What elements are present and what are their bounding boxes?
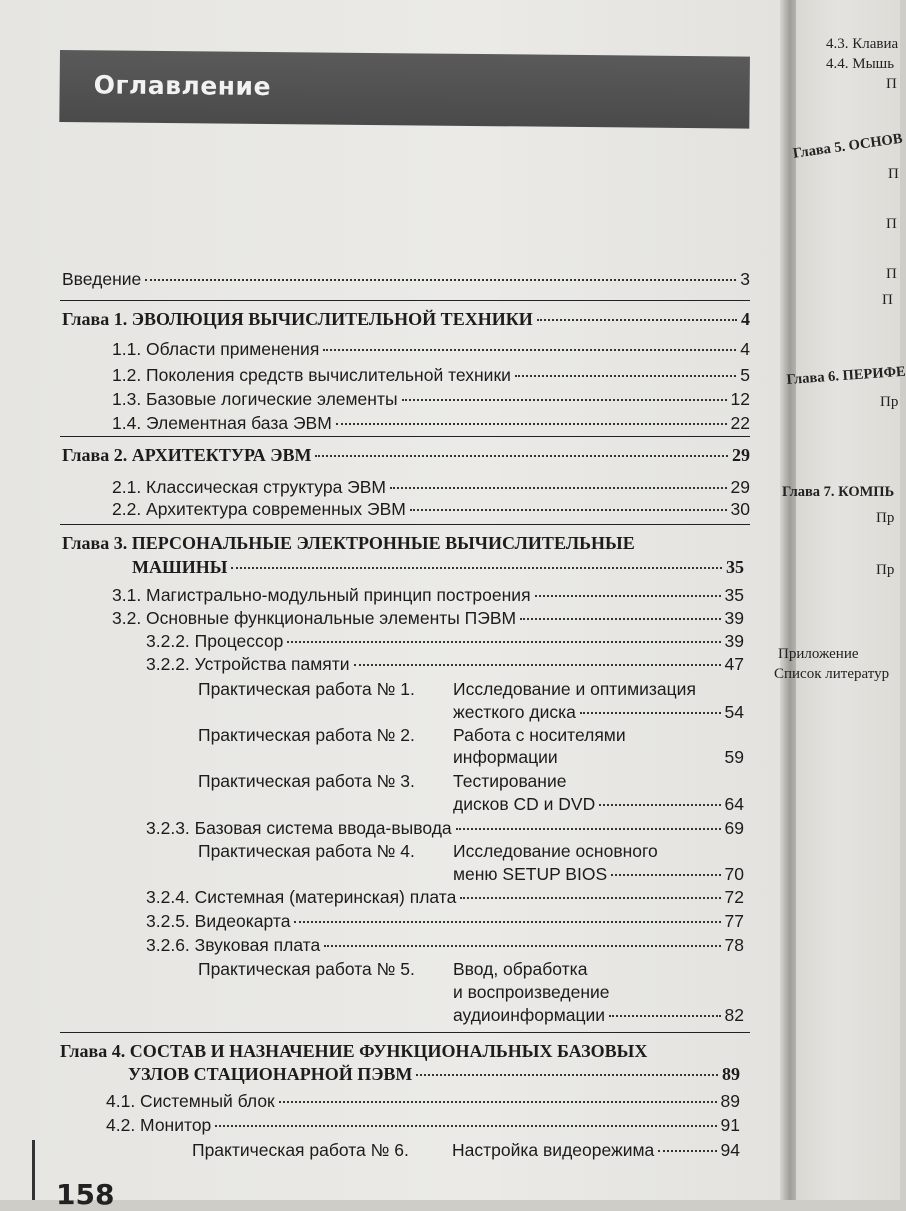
right-toc-fragment: П [888,166,899,182]
toc-entry-1-3[interactable]: 1.3. Базовые логические элементы 12 [112,389,750,409]
practical-work-3-label: Практическая работа № 3. [198,771,415,791]
contents-title: Оглавление [93,70,272,102]
toc-entry-2-1[interactable]: 2.1. Классическая структура ЭВМ 29 [112,477,750,497]
divider [60,1032,750,1033]
toc-entry-1-4[interactable]: 1.4. Элементная база ЭВМ 22 [112,413,750,433]
right-toc-fragment: Пр [880,394,899,410]
right-toc-4-3: 4.3. Клавиа [826,36,899,52]
toc-entry-chapter-4-line1[interactable]: Глава 4. СОСТАВ И НАЗНАЧЕНИЕ ФУНКЦИОНАЛЬНЫХ БАЗОВЫХ [60,1041,648,1061]
margin-rule [32,1140,35,1200]
right-toc-references: Список литератур [774,666,890,682]
toc-entry-3-2-4[interactable]: 3.2.4. Системная (материнская) плата 72 [146,887,744,907]
page-number: 158 [56,1178,115,1211]
divider [60,436,750,437]
toc-entry-chapter-4[interactable]: УЗЛОВ СТАЦИОНАРНОЙ ПЭВМ 89 [128,1064,740,1084]
toc-entry-practical-work-4[interactable]: меню SETUP BIOS 70 [453,864,744,884]
right-page [774,0,906,1200]
toc-entry-3-2-5[interactable]: 3.2.5. Видеокарта 77 [146,911,744,931]
toc-entry-chapter-1[interactable]: Глава 1. ЭВОЛЮЦИЯ ВЫЧИСЛИТЕЛЬНОЙ ТЕХНИКИ 4 [62,309,750,329]
toc-entry-1-1[interactable]: 1.1. Области применения 4 [112,339,750,359]
right-toc-fragment: П [886,76,897,92]
practical-work-4-label: Практическая работа № 4. [198,841,415,861]
toc-entry-1-2[interactable]: 1.2. Поколения средств вычислительной техники 5 [112,365,750,385]
toc-entry-3-2-3[interactable]: 3.2.3. Базовая система ввода-вывода 69 [146,818,744,838]
toc-entry-4-1[interactable]: 4.1. Системный блок 89 [106,1091,740,1111]
divider [60,524,750,525]
toc-entry-2-2[interactable]: 2.2. Архитектура современных ЭВМ 30 [112,499,750,519]
toc-entry-chapter-3[interactable]: МАШИНЫ 35 [132,557,744,577]
right-toc-fragment: П [882,292,893,308]
divider [60,300,750,301]
practical-work-5-title-line2[interactable]: и воспроизведение [453,982,610,1002]
right-toc-fragment: П [886,266,897,282]
toc-entry-3-2[interactable]: 3.2. Основные функциональные элементы ПЭВМ 39 [112,608,744,628]
toc-entry-3-2-6[interactable]: 3.2.6. Звуковая плата 78 [146,935,744,955]
right-toc-appendix: Приложение [778,646,859,662]
toc-entry-practical-work-1[interactable]: жесткого диска 54 [453,702,744,722]
toc-entry-3-2-1[interactable]: 3.2.2. Процессор 39 [146,631,744,651]
practical-work-1-label: Практическая работа № 1. [198,679,415,699]
toc-entry-intro[interactable]: Введение 3 [62,269,750,289]
practical-work-5-label: Практическая работа № 5. [198,959,415,979]
practical-work-2-label: Практическая работа № 2. [198,725,415,745]
practical-work-3-title-line1[interactable]: Тестирование [453,771,567,791]
toc-entry-practical-work-3[interactable]: дисков CD и DVD 64 [453,794,744,814]
right-toc-4-4: 4.4. Мышь [826,56,895,72]
right-toc-fragment: Пр [876,562,895,578]
toc-entry-practical-work-2[interactable]: информации 59 [453,747,744,767]
practical-work-2-title-line1[interactable]: Работа с носителями [453,725,626,745]
toc-entry-practical-work-6[interactable]: Настройка видеорежима 94 [452,1140,740,1160]
right-toc-chapter-6: Глава 6. ПЕРИФЕ [786,363,906,388]
toc-entry-chapter-3-line1[interactable]: Глава 3. ПЕРСОНАЛЬНЫЕ ЭЛЕКТРОННЫЕ ВЫЧИСЛИТЕЛЬНЫЕ [62,533,635,553]
practical-work-5-title-line1[interactable]: Ввод, обработка [453,959,588,979]
toc-entry-chapter-2[interactable]: Глава 2. АРХИТЕКТУРА ЭВМ 29 [62,445,750,465]
toc-entry-4-2[interactable]: 4.2. Монитор 91 [106,1115,740,1135]
practical-work-4-title-line1[interactable]: Исследование основного [453,841,658,861]
toc-entry-3-1[interactable]: 3.1. Магистрально-модульный принцип построения 35 [112,585,744,605]
toc-entry-practical-work-5[interactable]: аудиоинформации 82 [453,1005,744,1025]
practical-work-1-title-line1[interactable]: Исследование и оптимизация [453,679,696,699]
right-toc-chapter-7: Глава 7. КОМПЬ [782,484,895,500]
right-toc-fragment: Пр [876,510,895,526]
right-toc-fragment: П [886,216,897,232]
toc-entry-3-2-2[interactable]: 3.2.2. Устройства памяти 47 [146,654,744,674]
right-toc-chapter-5: Глава 5. ОСНОВ [792,130,904,162]
practical-work-6-label: Практическая работа № 6. [192,1140,409,1160]
